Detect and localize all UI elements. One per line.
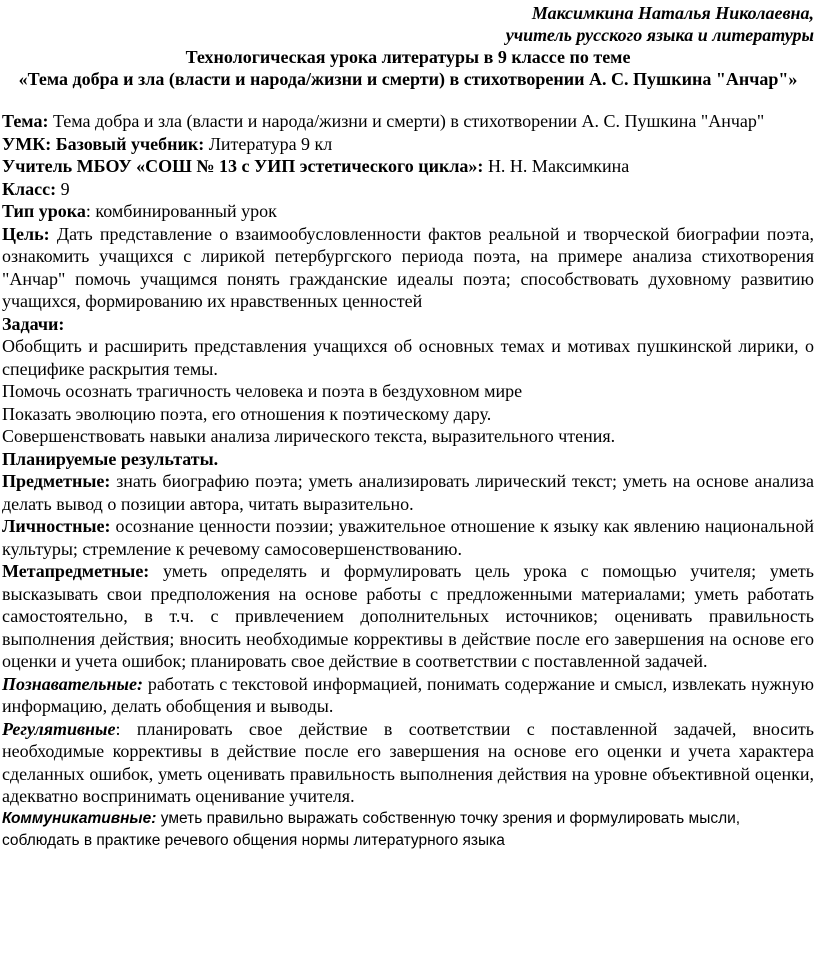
- personal-results-label: Личностные:: [2, 516, 111, 536]
- teacher-label: Учитель МБОУ «СОШ № 13 с УИП эстетического цикла»:: [2, 156, 484, 176]
- cognitive-results-label: Познавательные:: [2, 673, 143, 694]
- topic-value: Тема добра и зла (власти и народа/жизни и смерти) в стихотворении А. С. Пушкина "Анчар": [48, 111, 765, 131]
- goal-field: [2, 223, 814, 313]
- task-item: Совершенствовать навыки анализа лирического текста, выразительного чтения.: [2, 426, 616, 446]
- communicative-results: [2, 808, 814, 852]
- author-role: учитель русского языка и литературы: [505, 25, 814, 45]
- task-item: Показать эволюцию поэта, его отношения к поэтическому дару.: [2, 403, 492, 424]
- umk-value: Литература 9 кл: [204, 133, 333, 154]
- goal-value: Дать представление о взаимообусловленности фактов реальной и творческой биографии поэта, ознакомить учащихся с лирикой петербургского периода поэта, на примере анализа стихотворения "Анчар" помочь учащимся понять гражданские идеалы поэта; способствовать духовному развитию учащихся, формированию их нравственных ценностей: [2, 223, 814, 311]
- lesson-title-line-1: Технологическая урока литературы в 9 классе по теме: [185, 47, 631, 67]
- lesson-type-field: [2, 200, 814, 223]
- umk-label: УМК: Базовый учебник:: [2, 133, 205, 154]
- cognitive-results-value: работать с текстовой информацией, понимать содержание и смысл, извлекать нужную информацию, делать обобщения и выводы.: [2, 673, 814, 716]
- class-value: 9: [56, 178, 70, 199]
- personal-results: [2, 515, 814, 560]
- topic-field: [2, 110, 814, 133]
- umk-field: [2, 133, 814, 156]
- lesson-title-line-2: «Тема добра и зла (власти и народа/жизни и смерти) в стихотворении А. С. Пушкина "Анчар"»: [18, 69, 798, 89]
- class-field: [2, 178, 814, 201]
- lesson-type-value: : комбинированный урок: [85, 201, 277, 221]
- regulative-results-value: : планировать свое действие в соответствии с поставленной задачей, вносить необходимые коррективы в действие после его завершения на основе его оценки и учета характера сделанных ошибок, уметь оценивать правильность выполнения действия на уровне объективной оценки, адекватно воспринимать оценивание учителя.: [2, 718, 814, 806]
- subject-results-value: знать биографию поэта; уметь анализировать лирический текст; уметь на основе анализа делать вывод о позиции автора, читать выразительно.: [2, 471, 814, 514]
- class-label: Класс:: [2, 178, 57, 199]
- spacer: [2, 90, 814, 110]
- cognitive-results: [2, 673, 814, 718]
- meta-results: [2, 560, 814, 673]
- topic-label: Тема:: [2, 111, 49, 131]
- personal-results-value: осознание ценности поэзии; уважительное отношение к языку как явлению национальной культуры; стремление к речевому самосовершенствованию.: [2, 516, 814, 559]
- regulative-results: [2, 718, 814, 808]
- goal-label: Цель:: [2, 223, 50, 244]
- teacher-field: [2, 155, 814, 178]
- task-item: Обобщить и расширить представления учащихся об основных темах и мотивах пушкинской лирики, о специфике раскрытия темы.: [2, 336, 814, 379]
- communicative-results-label: Коммуникативные:: [2, 809, 157, 827]
- tasks-heading: Задачи:: [2, 313, 65, 334]
- regulative-results-label: Регулятивные: [2, 718, 116, 739]
- meta-results-label: Метапредметные:: [2, 561, 150, 581]
- teacher-value: Н. Н. Максимкина: [483, 156, 630, 176]
- subject-results-label: Предметные:: [2, 471, 111, 491]
- planned-results-heading: Планируемые результаты.: [2, 448, 219, 469]
- lesson-type-label: Тип урока: [2, 201, 86, 221]
- author-name: Максимкина Наталья Николаевна,: [531, 3, 814, 23]
- task-item: Помочь осознать трагичность человека и поэта в бездуховном мире: [2, 381, 523, 401]
- communicative-results-value: уметь правильно выражать собственную точку зрения и формулировать мысли, соблюдать в практике речевого общения нормы литературного языка: [2, 809, 741, 849]
- subject-results: [2, 470, 814, 515]
- meta-results-value: уметь определять и формулировать цель урока с помощью учителя; уметь высказывать свои предположения на основе работы с предложенными материалами; уметь работать самостоятельно, в т.ч. с привлечением дополнительных источников; оценивать правильность выполнения действия; вносить необходимые коррективы в действие после его завершения на основе его оценки и учета ошибок; планировать свое действие в соответствии с поставленной задачей.: [2, 561, 814, 671]
